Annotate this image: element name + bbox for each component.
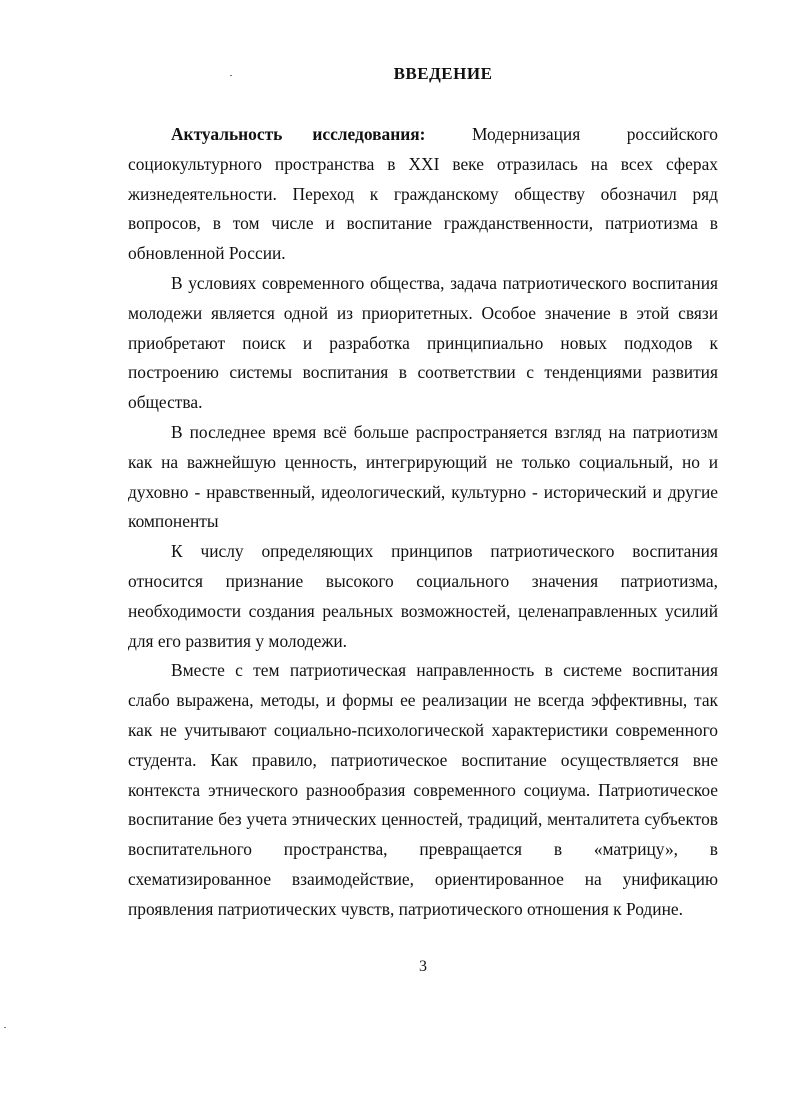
page-title: ВВЕДЕНИЕ	[393, 64, 493, 83]
scan-speck	[230, 75, 232, 76]
paragraph-relevance	[128, 120, 718, 269]
body-text	[128, 120, 718, 925]
paragraph-direction: Вместе с тем патриотическая направленность в системе воспитания слабо выражена, методы, и формы ее реализации не всегда эффективны, так как не учитывают социально-психологической характеристики современного студента. Как правило, патриотическое воспитание осуществляется вне контекста этнического разнообразия современного социума. Патриотическое воспитание без учета этнических ценностей, традиций, менталитета субъектов воспитательного пространства, превращается в «матрицу», в схематизированное взаимодействие, ориентированное на унификацию проявления патриотических чувств, патриотического отношения к Родине.	[128, 660, 718, 919]
relevance-text: Модернизация российского социокультурного пространства в XXI веке отразилась на всех сферах жизнедеятельности. Переход к гражданскому обществу обозначил ряд вопросов, в том числе и воспитание гражданственности, патриотизма в обновленной России.	[128, 124, 718, 264]
paragraph-principles: К числу определяющих принципов патриотического воспитания относится признание высокого социального значения патриотизма, необходимости создания реальных возможностей, целенаправленных усилий для его развития у молодежи.	[128, 541, 718, 651]
page-number: 3	[419, 958, 427, 975]
paragraph-conditions: В условиях современного общества, задача патриотического воспитания молодежи является одной из приоритетных. Особое значение в этой связи приобретают поиск и разработка принципиально новых подходов к построению системы воспитания в соответствии с тенденциями развития общества.	[128, 272, 718, 413]
paragraph-recent-view: В последнее время всё больше распространяется взгляд на патриотизм как на важнейшую ценность, интегрирующий не только социальный, но и духовно - нравственный, идеологический, культурно - исторический и другие компоненты	[128, 421, 718, 532]
relevance-lead-word: Актуальность	[171, 124, 283, 144]
scan-speck	[4, 1027, 6, 1028]
relevance-lead-word-2: исследования:	[312, 124, 426, 144]
